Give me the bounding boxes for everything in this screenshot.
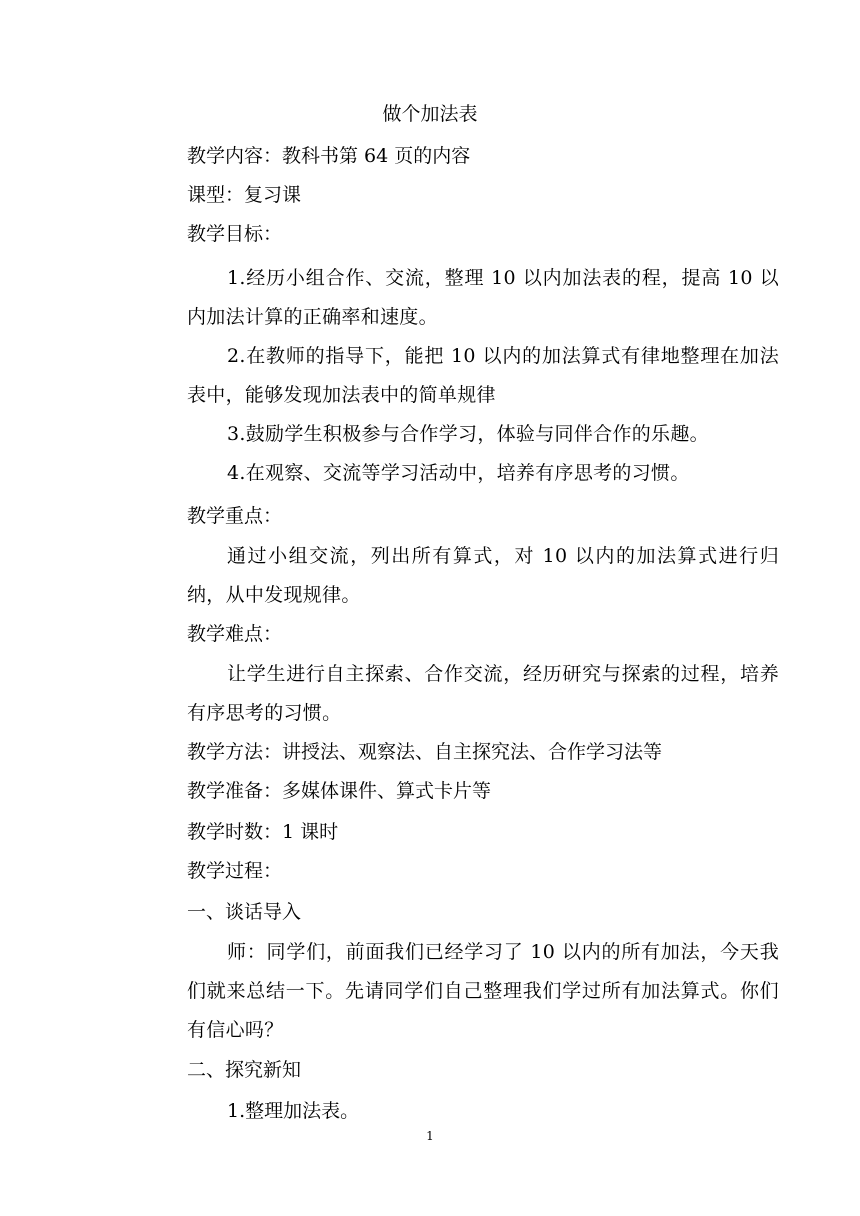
section-2-item-1: 1.整理加法表。 xyxy=(227,1100,360,1122)
page-number: 1 xyxy=(426,1129,434,1143)
section-1-text: 师：同学们，前面我们已经学习了 10 以内的所有加法，今天我们就来总结一下。先请同学们自己整理我们学过所有加法算式。你们有信心吗？ xyxy=(187,941,779,1041)
objectives-heading: 教学目标： xyxy=(187,223,283,245)
objective-item-1: 1.经历小组合作、交流，整理 10 以内加法表的程，提高 10 以内加法计算的正确率和速度。 xyxy=(187,267,779,328)
process-heading: 教学过程： xyxy=(187,860,283,882)
section-1-heading: 一、谈话导入 xyxy=(187,901,302,923)
document-title: 做个加法表 xyxy=(382,103,478,125)
key-points-text: 通过小组交流，列出所有算式，对 10 以内的加法算式进行归纳，从中发现规律。 xyxy=(187,545,779,606)
teaching-methods-line: 教学方法：讲授法、观察法、自主探究法、合作学习法等 xyxy=(187,741,663,763)
difficulties-text: 让学生进行自主探索、合作交流，经历研究与探索的过程，培养有序思考的习惯。 xyxy=(187,663,779,724)
objective-item-2: 2.在教师的指导下，能把 10 以内的加法算式有律地整理在加法表中，能够发现加法表中的简单规律 xyxy=(187,345,779,406)
key-points-heading: 教学重点： xyxy=(187,505,283,527)
objective-item-4: 4.在观察、交流等学习活动中，培养有序思考的习惯。 xyxy=(227,462,690,484)
teaching-preparation-line: 教学准备：多媒体课件、算式卡片等 xyxy=(187,780,492,802)
teaching-hours-line: 教学时数：1 课时 xyxy=(187,821,339,843)
section-2-heading: 二、探究新知 xyxy=(187,1059,302,1081)
teaching-content-line: 教学内容：教科书第 64 页的内容 xyxy=(187,145,471,167)
difficulties-heading: 教学难点： xyxy=(187,623,283,645)
objective-item-3: 3.鼓励学生积极参与合作学习，体验与同伴合作的乐趣。 xyxy=(227,423,709,445)
lesson-type-line: 课型：复习课 xyxy=(187,184,302,206)
